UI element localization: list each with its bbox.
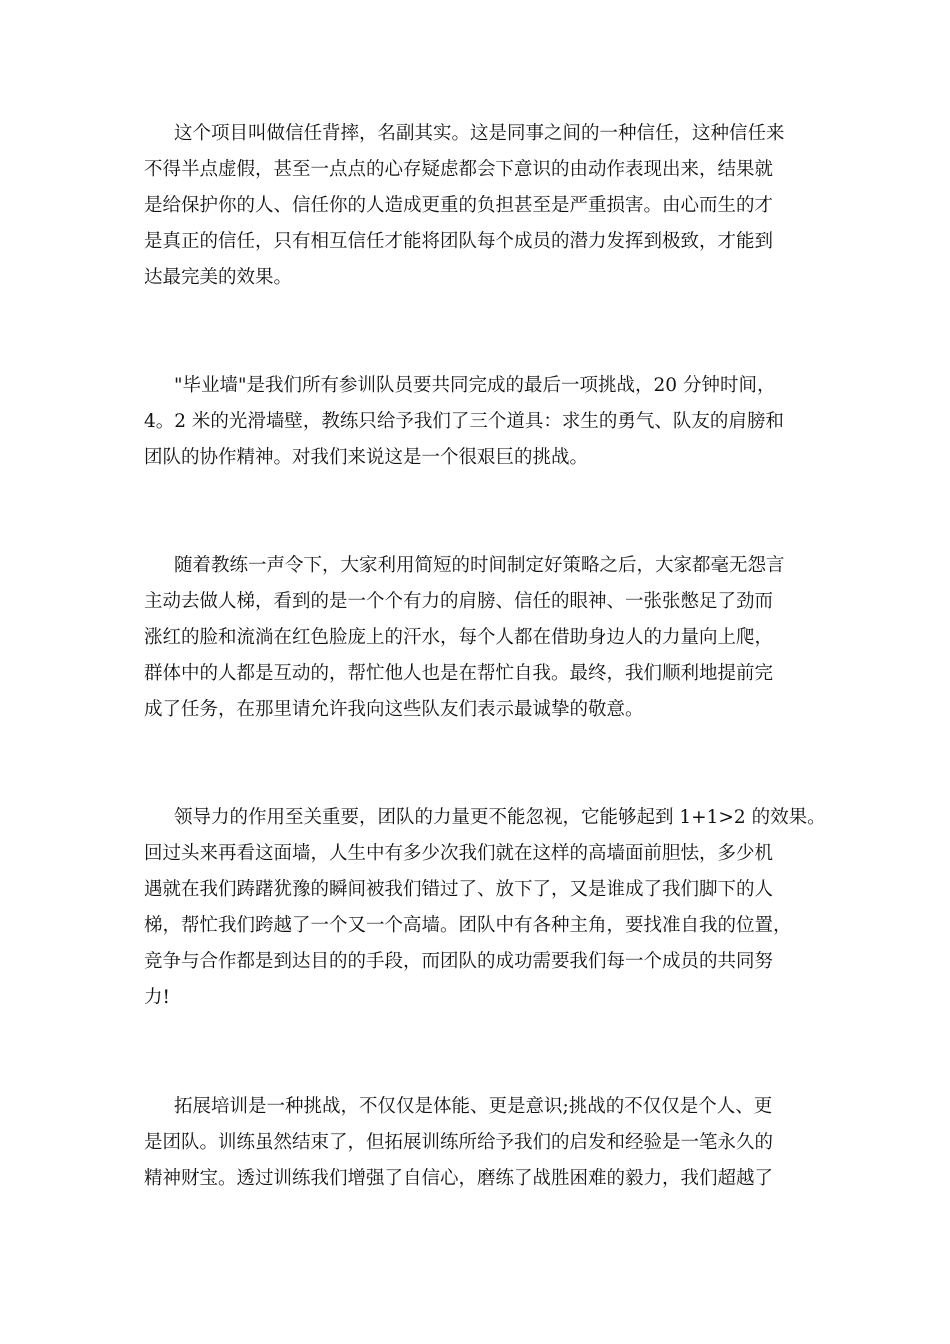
text-line: 遇就在我们踌躇犹豫的瞬间被我们错过了、放下了，又是谁成了我们脚下的人	[144, 879, 774, 900]
text-line: 精神财宝。透过训练我们增强了自信心，磨练了战胜困难的毅力，我们超越了	[144, 1168, 774, 1189]
text-line: 群体中的人都是互动的，帮忙他人也是在帮忙自我。最终，我们顺利地提前完	[144, 663, 774, 684]
text-line: 力!	[144, 987, 170, 1008]
text-line: 不得半点虚假，甚至一点点的心存疑虑都会下意识的由动作表现出来，结果就	[144, 159, 774, 180]
text-line: 团队的协作精神。对我们来说这是一个很艰巨的挑战。	[144, 447, 589, 468]
text-line: 领导力的作用至关重要，团队的力量更不能忽视，它能够起到 1+1>2 的效果。	[174, 807, 826, 828]
text-line: 是给保护你的人、信任你的人造成更重的负担甚至是严重损害。由心而生的才	[144, 195, 774, 216]
text-line: "毕业墙"是我们所有参训队员要共同完成的最后一项挑战，20 分钟时间，	[174, 375, 776, 396]
text-line: 达最完美的效果。	[144, 267, 293, 288]
text-line: 是团队。训练虽然结束了，但拓展训练所给予我们的启发和经验是一笔永久的	[144, 1132, 774, 1153]
text-line: 随着教练一声令下，大家利用简短的时间制定好策略之后，大家都毫无怨言	[174, 555, 785, 576]
text-line: 是真正的信任，只有相互信任才能将团队每个成员的潜力发挥到极致，才能到	[144, 231, 774, 252]
text-line: 竞争与合作都是到达目的的手段，而团队的成功需要我们每一个成员的共同努	[144, 951, 774, 972]
text-line: 梯，帮忙我们跨越了一个又一个高墙。团队中有各种主角，要找准自我的位置，	[144, 915, 792, 936]
paragraph-outward-training	[144, 1089, 814, 1197]
paragraph-graduation-wall	[144, 368, 814, 476]
paragraph-human-ladder	[144, 548, 814, 728]
text-line: 4。2 米的光滑墙壁，教练只给予我们了三个道具：求生的勇气、队友的肩膀和	[144, 411, 784, 432]
paragraph-leadership	[144, 800, 826, 1016]
text-line: 成了任务，在那里请允许我向这些队友们表示最诚挚的敬意。	[144, 699, 644, 720]
paragraph-trust-fall	[144, 116, 814, 296]
text-line: 拓展培训是一种挑战，不仅仅是体能、更是意识;挑战的不仅仅是个人、更	[174, 1096, 773, 1117]
text-line: 涨红的脸和流淌在红色脸庞上的汗水，每个人都在借助身边人的力量向上爬，	[144, 627, 774, 648]
text-line: 这个项目叫做信任背摔，名副其实。这是同事之间的一种信任，这种信任来	[174, 123, 785, 144]
text-line: 回过头来再看这面墙，人生中有多少次我们就在这样的高墙面前胆怯，多少机	[144, 843, 774, 864]
text-line: 主动去做人梯，看到的是一个个有力的肩膀、信任的眼神、一张张憋足了劲而	[144, 591, 774, 612]
